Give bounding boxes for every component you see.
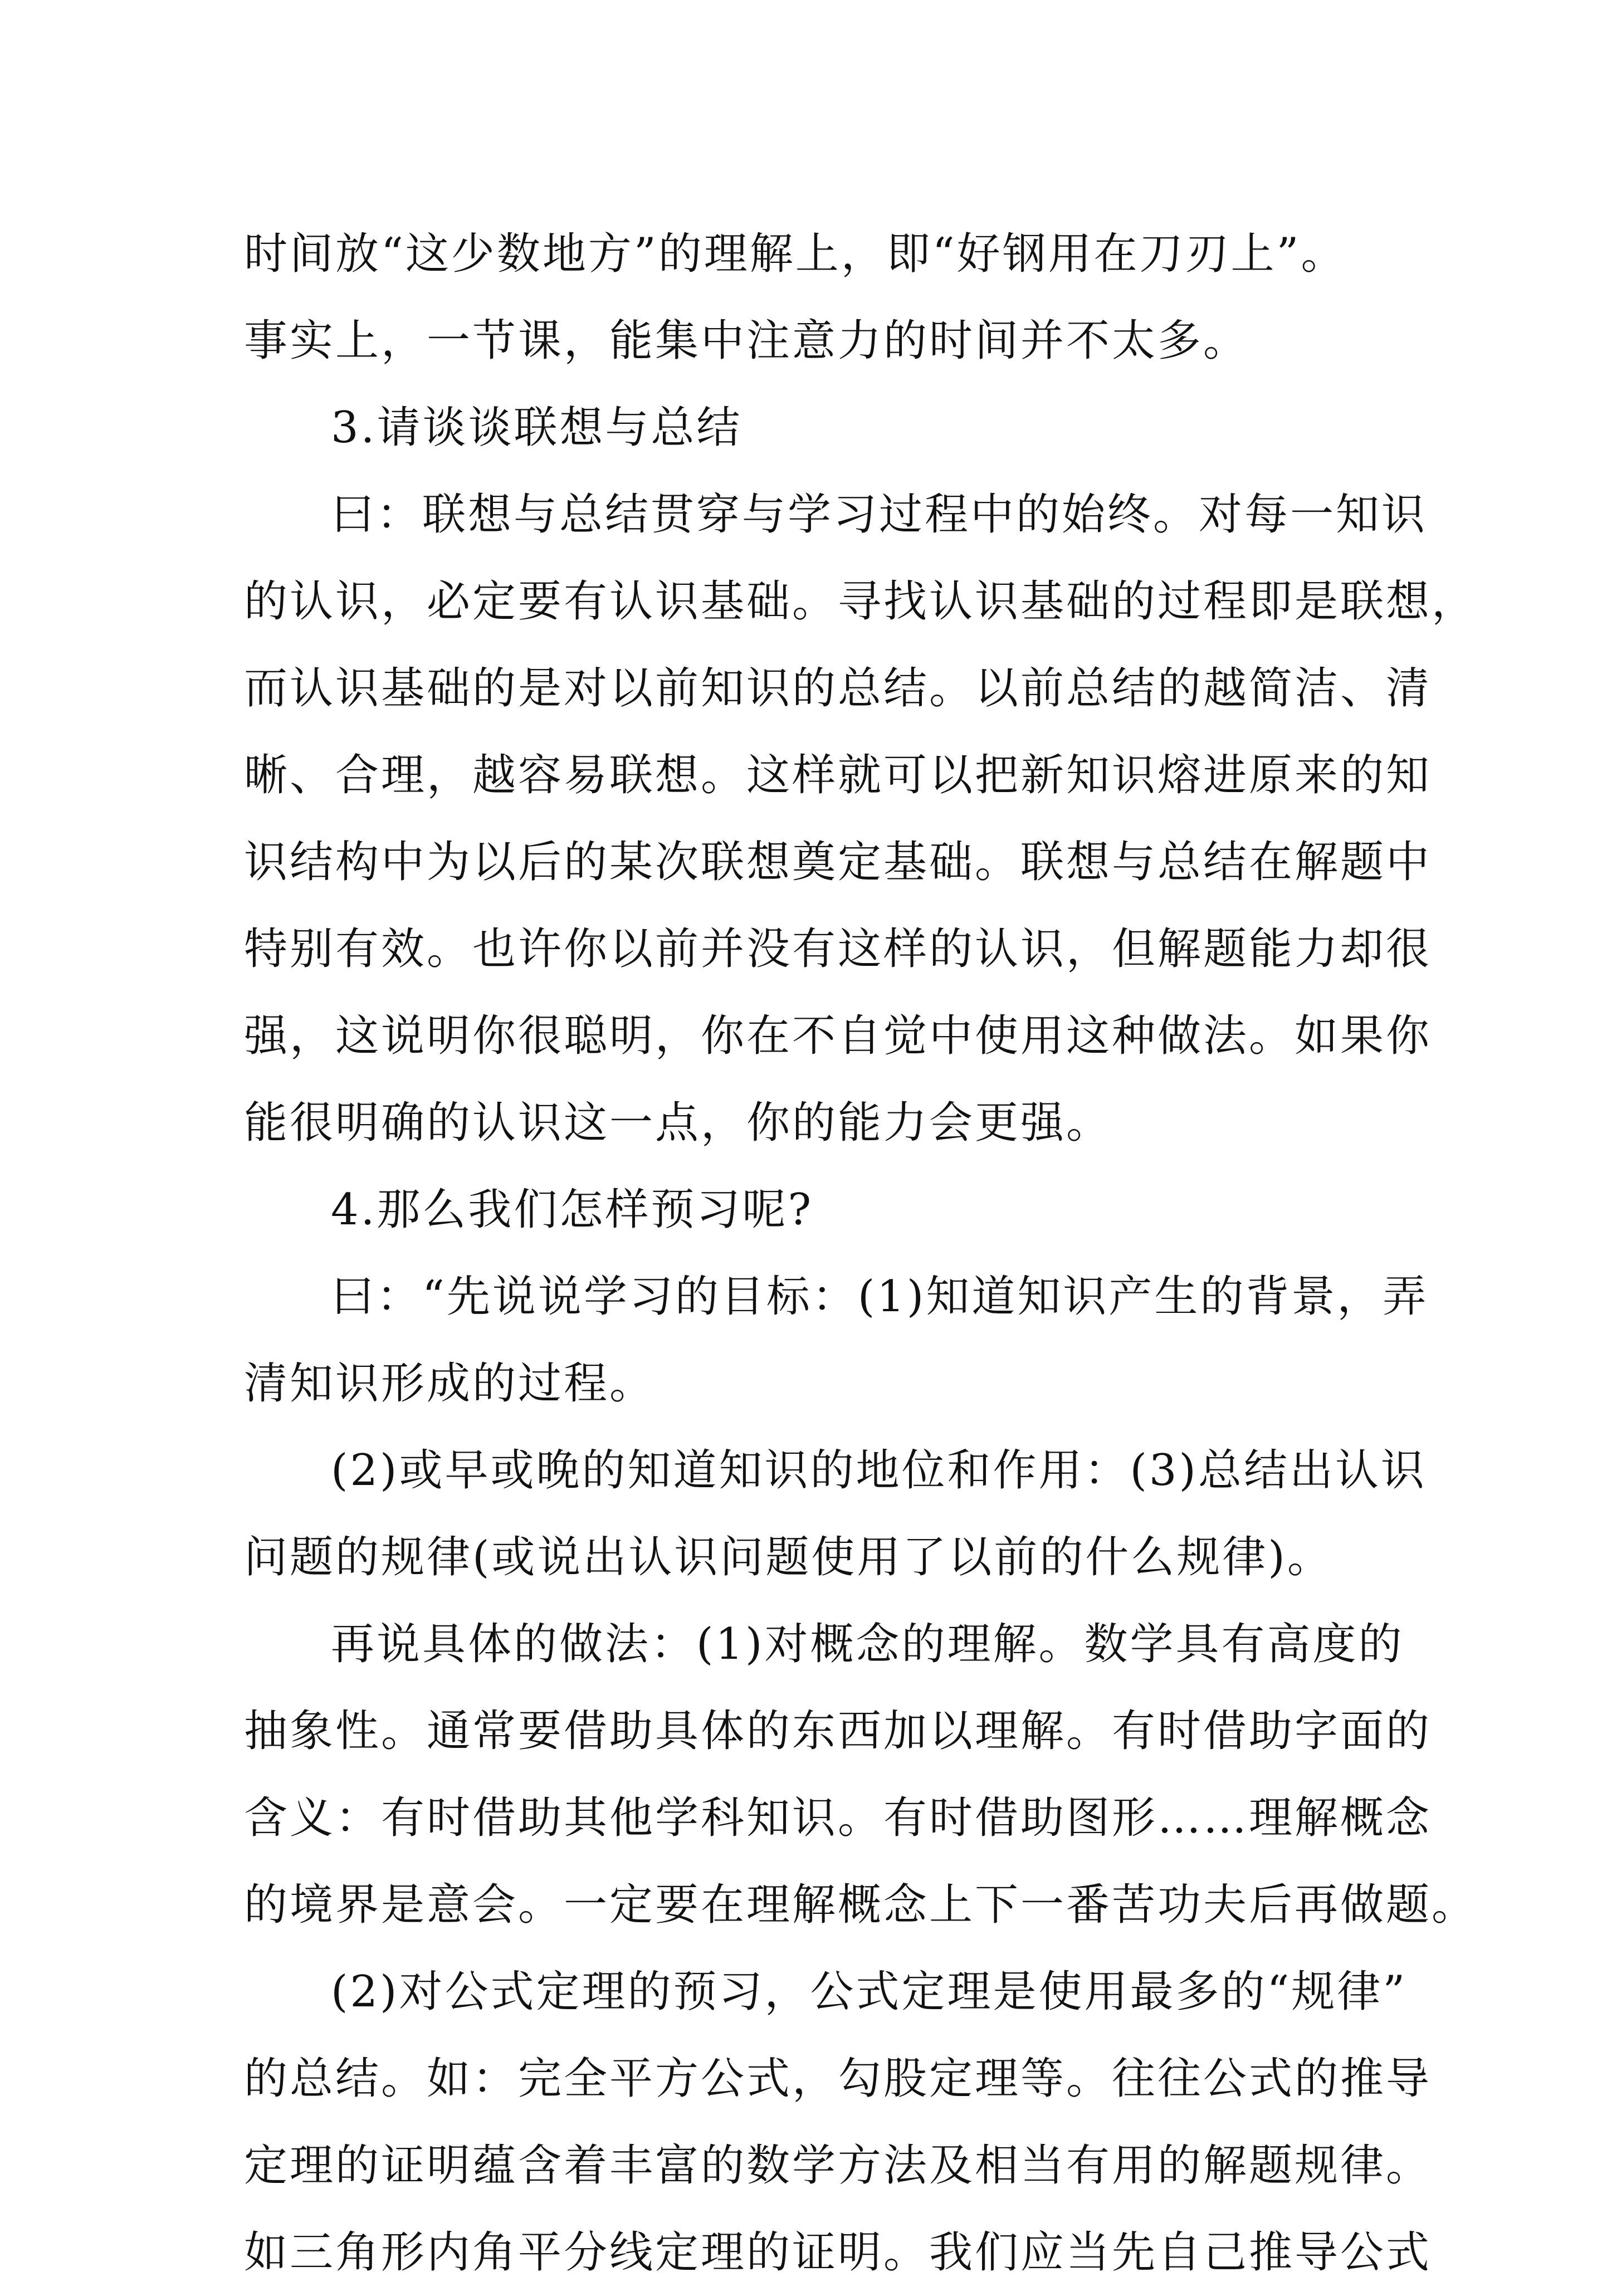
- text-line: 能很明确的认识这一点，你的能力会更强。: [244, 1098, 1112, 1148]
- text-line: 强，这说明你很聪明，你在不自觉中使用这种做法。如果你: [244, 1011, 1432, 1061]
- text-line: 曰：“先说说学习的目标：(1)知道知识产生的背景，弄: [331, 1272, 1429, 1322]
- text-line: 的总结。如：完全平方公式，勾股定理等。往往公式的推导: [244, 2054, 1432, 2104]
- text-line: 问题的规律(或说出认识问题使用了以前的什么规律)。: [244, 1532, 1333, 1582]
- text-line: 的认识，必定要有认识基础。寻找认识基础的过程即是联想，: [244, 577, 1478, 627]
- text-line: 的境界是意会。一定要在理解概念上下一番苦功夫后再做题。: [244, 1880, 1478, 1930]
- text-line: 识结构中为以后的某次联想奠定基础。联想与总结在解题中: [244, 837, 1432, 887]
- document-body: [244, 211, 1478, 2296]
- text-line: 特别有效。也许你以前并没有这样的认识，但解题能力却很: [244, 924, 1432, 974]
- section-heading: 3.请谈谈联想与总结: [331, 403, 743, 453]
- text-line: 再说具体的做法：(1)对概念的理解。数学具有高度的: [331, 1619, 1404, 1669]
- section-heading: 4.那么我们怎样预习呢?: [331, 1185, 814, 1235]
- text-line: 晰、合理，越容易联想。这样就可以把新知识熔进原来的知: [244, 750, 1432, 800]
- text-line: 如三角形内角平分线定理的证明。我们应当先自己推导公式: [244, 2227, 1432, 2278]
- text-line: 清知识形成的过程。: [244, 1359, 656, 1409]
- text-line: (2)对公式定理的预习，公式定理是使用最多的“规律”: [331, 1967, 1408, 2017]
- text-line: (2)或早或晚的知道知识的地位和作用：(3)总结出认识: [331, 1445, 1427, 1496]
- text-line: 时间放“这少数地方”的理解上，即“好钢用在刀刃上”。: [244, 229, 1347, 279]
- text-line: 事实上，一节课，能集中注意力的时间并不太多。: [244, 316, 1249, 366]
- text-line: 抽象性。通常要借助具体的东西加以理解。有时借助字面的: [244, 1706, 1432, 1756]
- text-line: 定理的证明蕴含着丰富的数学方法及相当有用的解题规律。: [244, 2141, 1432, 2191]
- text-line: 曰：联想与总结贯穿与学习过程中的始终。对每一知识: [331, 490, 1428, 540]
- text-line: 含义：有时借助其他学科知识。有时借助图形……理解概念: [244, 1793, 1432, 1843]
- text-line: 而认识基础的是对以前知识的总结。以前总结的越简洁、清: [244, 663, 1432, 714]
